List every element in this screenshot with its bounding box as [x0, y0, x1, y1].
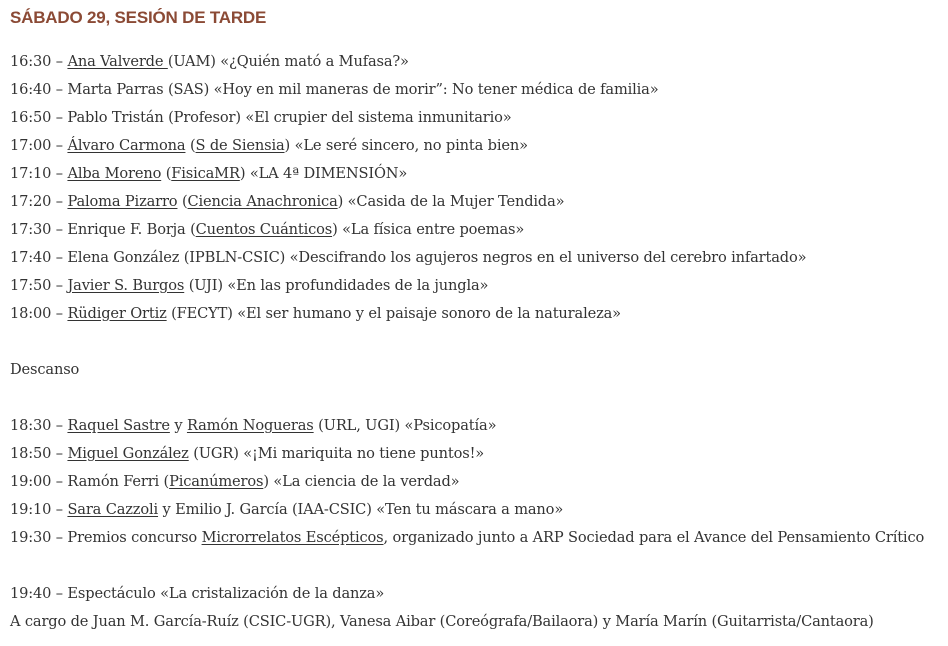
speaker-link[interactable]: Javier S. Burgos	[67, 277, 185, 294]
schedule-item	[10, 444, 484, 464]
speaker-link[interactable]: Rüdiger Ortiz	[67, 305, 167, 322]
schedule-item	[10, 192, 564, 212]
schedule-text: (UJI) «En las profundidades de la jungla»	[184, 277, 489, 294]
schedule-text: y Emilio J. García (IAA-CSIC) «Ten tu máscara a mano»	[158, 501, 564, 518]
speaker-link[interactable]: Ramón Nogueras	[186, 417, 314, 434]
speaker-link[interactable]: S de Siensia	[195, 137, 285, 154]
section-title: SÁBADO 29, SESIÓN DE TARDE	[10, 8, 267, 27]
schedule-text: (UGR) «¡Mi mariquita no tiene puntos!»	[188, 445, 485, 462]
speaker-link[interactable]: Picanúmeros	[169, 473, 264, 490]
schedule-text: (	[161, 165, 172, 182]
speaker-link[interactable]: Paloma Pizarro	[67, 193, 178, 210]
schedule-text: (UAM) «¿Quién mató a Mufasa?»	[167, 53, 409, 70]
schedule-item	[10, 52, 409, 72]
schedule-text: 17:10 –	[10, 165, 68, 182]
schedule-text: 16:30 –	[10, 53, 68, 70]
speaker-link[interactable]: Ana Valverde	[67, 53, 168, 70]
schedule-item	[10, 304, 621, 324]
schedule-text: ) «La física entre poemas»	[332, 221, 525, 238]
schedule-text: Descanso	[10, 361, 80, 378]
schedule-text: 17:20 –	[10, 193, 68, 210]
speaker-link[interactable]: Microrrelatos Escépticos	[201, 529, 384, 546]
speaker-link[interactable]: Raquel Sastre	[67, 417, 170, 434]
speaker-link[interactable]: Miguel González	[67, 445, 189, 462]
speaker-link[interactable]: Álvaro Carmona	[67, 137, 186, 154]
schedule-text: (FECYT) «El ser humano y el paisaje sonoro de la naturaleza»	[166, 305, 621, 322]
schedule-item	[10, 584, 384, 604]
speaker-link[interactable]: Cuentos Cuánticos	[195, 221, 333, 238]
schedule-text: 17:00 –	[10, 137, 68, 154]
schedule-item	[10, 164, 407, 184]
speaker-link[interactable]: FisicaMR	[171, 165, 240, 182]
schedule-item	[10, 416, 496, 436]
break-label	[10, 360, 79, 380]
schedule-text: ) «Le seré sincero, no pinta bien»	[284, 137, 528, 154]
schedule-text: y	[169, 417, 187, 434]
schedule-item	[10, 248, 806, 268]
schedule-text: 18:50 –	[10, 445, 68, 462]
schedule-item	[10, 612, 874, 632]
schedule-text: 19:00 – Ramón Ferri (	[10, 473, 170, 490]
schedule-text: A cargo de Juan M. García-Ruíz (CSIC-UGR), Vanesa Aibar (Coreógrafa/Bailaora) y María Marín (Guitarrista/Cantaora)	[10, 613, 874, 630]
schedule-text: (URL, UGI) «Psicopatía»	[313, 417, 497, 434]
speaker-link[interactable]: Ciencia Anachronica	[187, 193, 338, 210]
schedule-text: ) «LA 4ª DIMENSIÓN»	[239, 165, 408, 182]
schedule-text: ) «Casida de la Mujer Tendida»	[337, 193, 565, 210]
schedule-text: 17:40 – Elena González (IPBLN-CSIC) «Descifrando los agujeros negros en el universo del cerebro infartado»	[10, 249, 807, 266]
speaker-link[interactable]: Alba Moreno	[67, 165, 162, 182]
schedule-text: 18:00 –	[10, 305, 68, 322]
schedule-text: 18:30 –	[10, 417, 68, 434]
schedule-item	[10, 528, 924, 548]
schedule-text: 17:50 –	[10, 277, 68, 294]
schedule-text: ) «La ciencia de la verdad»	[263, 473, 460, 490]
schedule-text: , organizado junto a ARP Sociedad para el Avance del Pensamiento Crítico	[383, 529, 925, 546]
schedule-item	[10, 472, 459, 492]
speaker-link[interactable]: Sara Cazzoli	[67, 501, 159, 518]
schedule-text: (	[177, 193, 188, 210]
schedule-text: 19:40 – Espectáculo «La cristalización de la danza»	[10, 585, 385, 602]
schedule-item	[10, 220, 524, 240]
schedule-item	[10, 80, 659, 100]
schedule-text: (	[185, 137, 196, 154]
schedule-text: 16:50 – Pablo Tristán (Profesor) «El crupier del sistema inmunitario»	[10, 109, 512, 126]
schedule-text: 19:30 – Premios concurso	[10, 529, 202, 546]
schedule-item	[10, 136, 528, 156]
schedule-text: 19:10 –	[10, 501, 68, 518]
schedule-item	[10, 500, 563, 520]
schedule-item	[10, 276, 488, 296]
schedule-item	[10, 108, 512, 128]
schedule-text: 17:30 – Enrique F. Borja (	[10, 221, 196, 238]
schedule-text: 16:40 – Marta Parras (SAS) «Hoy en mil maneras de morir”: No tener médica de familia»	[10, 81, 659, 98]
